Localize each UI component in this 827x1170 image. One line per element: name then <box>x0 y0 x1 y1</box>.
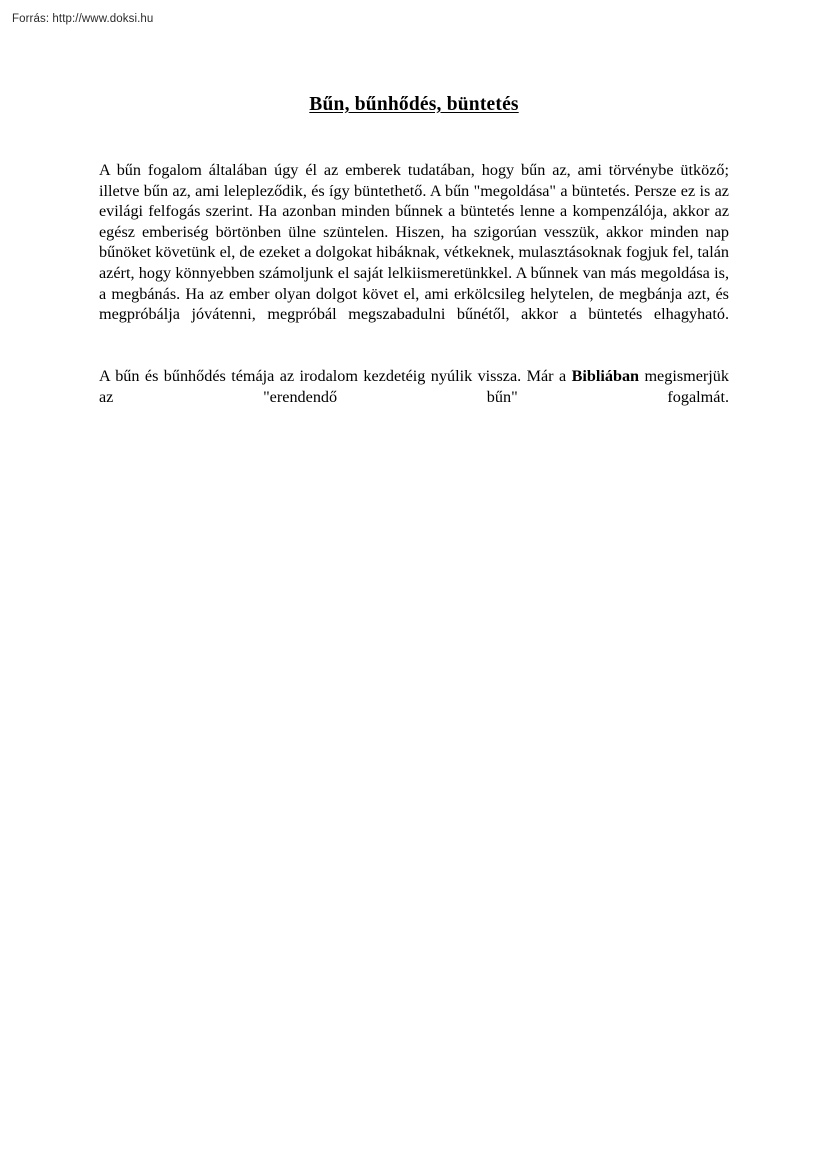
paragraph-1 <box>99 160 729 345</box>
text-run: A bűn és bűnhődés témája az irodalom kezdetéig nyúlik vissza. Már a <box>99 366 572 385</box>
source-url-header: Forrás: http://www.doksi.hu <box>12 13 154 25</box>
paragraph-2 <box>99 366 729 428</box>
document-body <box>99 92 729 428</box>
text-run: A bűn fogalom általában úgy él az emberek tudatában, hogy bűn az, ami törvénybe ütköző; illetve bűn az, ami lelepleződik, és így büntethető. A bűn "megoldása" a büntetés. Persze ez is az evilági felfogás szerint. Ha azonban minden bűnnek a büntetés lenne a kompenzálója, akkor az egész emberiség börtönben ülne szüntelen. Hiszen, ha szigorúan vesszük, akkor minden nap bűnöket követünk el, de ezeket a dolgokat hibáknak, vétkeknek, mulasztásoknak fogjuk fel, talán azért, hogy könnyebben számoljunk el saját lelkiismeretünkkel. A bűnnek van más megoldása is, a megbánás. Ha az ember olyan dolgot követ el, ami erkölcsileg helytelen, de megbánja azt, és megpróbálja jóvátenni, megpróbál megszabadulni bűnétől, akkor a büntetés elhagyható. <box>99 161 729 324</box>
page-title: Bűn, bűnhődés, büntetés <box>309 94 519 115</box>
emphasis-run: Bibliában <box>571 366 640 385</box>
text-run: megismerjük az "erendendő bűn" fogalmát. <box>99 366 729 406</box>
